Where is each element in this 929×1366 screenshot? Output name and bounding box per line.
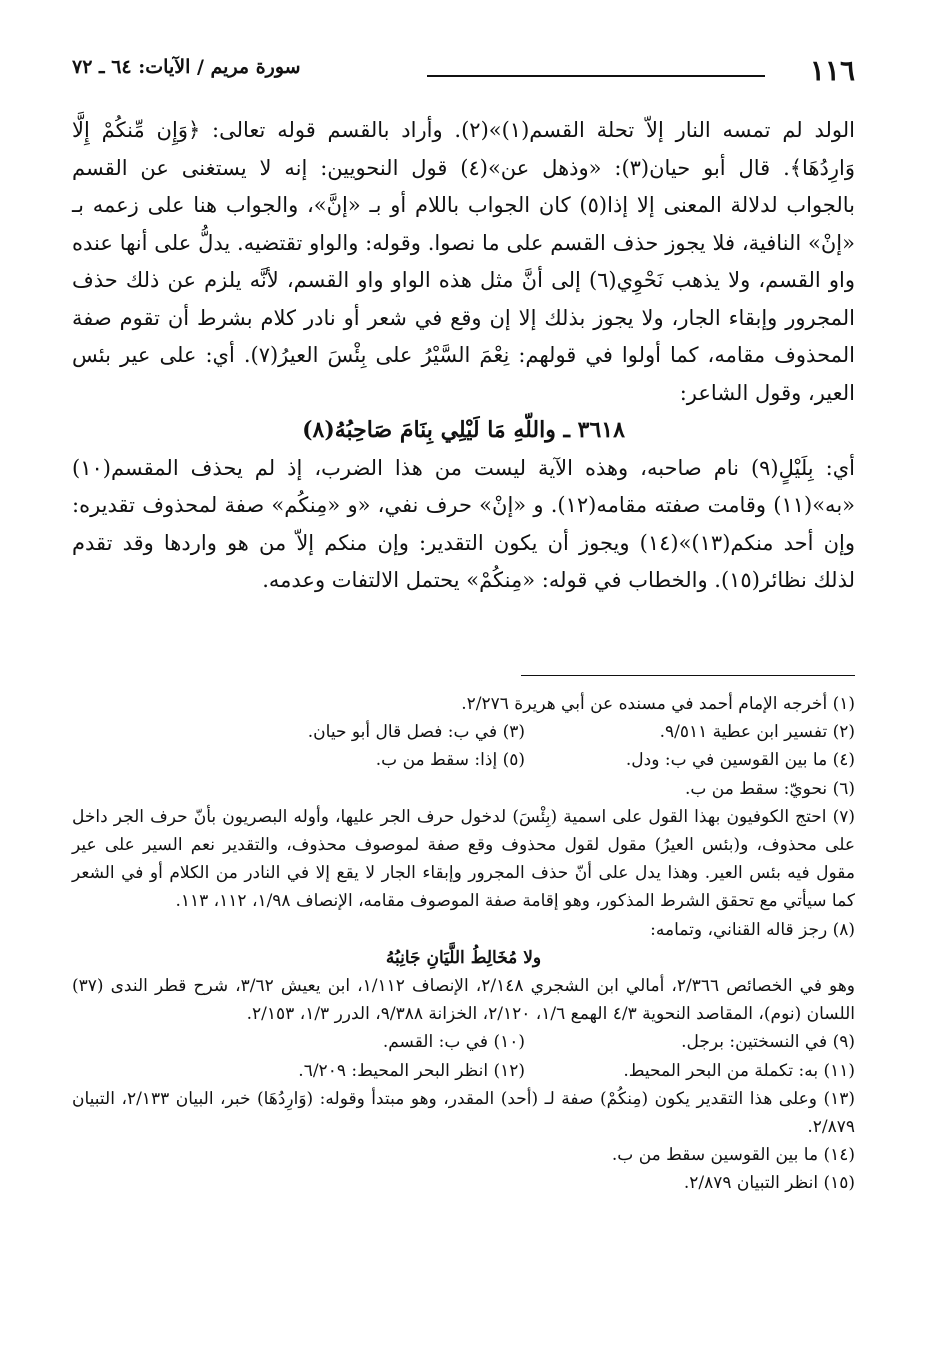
footnote-row-4-5 xyxy=(72,746,855,774)
footnote-row-11-12 xyxy=(72,1057,855,1085)
main-paragraph-1: الولد لم تمسه النار إلاّ تحلة القسم(١)»(٢). وأراد بالقسم قوله تعالى: ﴿وَإِن مِّنكُمْ إِلَّا وَارِدُهَا﴾. قال أبو حيان(٣): «وذهل عن»(٤) قول النحويين: إنه لا يستغنى عن القسم بالجواب لدلالة المعنى إلا إذا(٥) كان الجواب باللام أو بـ «إنَّ»، والجواب هنا على زعمه بـ «إنْ» النافية، فلا يجوز حذف القسم على ما نصوا. وقوله: والواو تقتضيه. يدلُّ على أنها عنده واو القسم، ولا يذهب نَحْوِي(٦) إلى أنَّ مثل هذه الواو واو القسم، لأنَّه يلزم عن ذلك حذف المجرور وإبقاء الجار، ولا يجوز بذلك إلا إن وقع في شعر أو نادر كلام بشرط أن تقوم صفة المحذوف مقامه، كما أولوا في قولهم: نِعْمَ السَّيْرُ على بِئْسَ العيرُ(٧). أي: على عير بئس العير، وقول الشاعر: xyxy=(72,118,855,405)
header-rule xyxy=(427,75,765,77)
footnote-8: (٨) رجز قاله القناني، وتمامه: xyxy=(650,919,855,940)
main-text xyxy=(72,112,855,600)
page-number: ١١٦ xyxy=(809,54,855,87)
footnote-7: (٧) احتج الكوفيون بهذا القول على اسمية (بِئْسَ) لدخول حرف الجر عليها، وأوله البصريون بأنّ حرف الجر داخل على محذوف، و(بئس العيرُ) مقول لقول محذوف وقع صفة لموصوف محذوف، والتقدير نعم السير على عير مقول فيه بئس العير. وهذا يدل على أنّ حذف المجرور وإبقاء الجار لا يقع إلا في النادر من الكلام أو في الشعر كما سيأتي مع تحقق الشرط المذكور، وهو إقامة صفة الموصوف مقامه، الإنصاف ١/٩٨، ١١٢، ١١٣. xyxy=(72,806,855,912)
footnote-11: (١١) به: تكملة من البحر المحيط. xyxy=(623,1060,855,1081)
footnote-separator xyxy=(521,675,855,676)
footnote-15: (١٥) انظر التبيان ٢/٨٧٩. xyxy=(683,1173,855,1194)
footnote-row-2-3 xyxy=(72,718,855,746)
footnote-8-poem: ولا مُخَالِطُ اللَّيَانِ جَانِبُهُ xyxy=(385,947,542,968)
footnote-12: (١٢) انظر البحر المحيط: ٦/٢٠٩. xyxy=(298,1060,525,1081)
footnote-14: (١٤) ما بين القوسين سقط من ب. xyxy=(611,1145,855,1166)
poetry-verse: ٣٦١٨ ـ واللّهِ مَا لَيْلِي بِنَامَ صَاحِبُهُ(٨) xyxy=(302,417,625,443)
footnote-row-9-10 xyxy=(72,1028,855,1056)
footnotes xyxy=(72,690,855,1198)
footnote-6: (٦) نحويّ: سقط من ب. xyxy=(685,778,855,799)
running-title: سورة مريم / الآيات: ٦٤ ـ ٧٢ xyxy=(72,56,301,78)
footnote-3: (٣) في ب: فصل قال أبو حيان. xyxy=(307,722,525,743)
footnote-2: (٢) تفسير ابن عطية ٩/٥١١. xyxy=(659,722,855,743)
footnote-1: (١) أخرجه الإمام أحمد في مسنده عن أبي هريرة ٢/٢٧٦. xyxy=(461,694,855,714)
footnote-13: (١٣) وعلى هذا التقدير يكون (مِنكُمْ) صفة لـ (أحد) المقدر، وهو مبتدأ وقوله: (وَارِدُهَا) خبر، البيان ٢/١٣٣، التبيان ٢/٨٧٩. xyxy=(72,1088,855,1138)
footnote-4: (٤) ما بين القوسين في ب: ودل. xyxy=(625,750,855,771)
main-paragraph-2: أي: بِلَيْلٍ(٩) نام صاحبه، وهذه الآية ليست من هذا الضرب، إذ لم يحذف المقسم(١٠) «به»(١١) وقامت صفته مقامه(١٢). و «إنْ» حرف نفي، «و «مِنكُم» صفة لمحذوف تقديره: وإن أحد منكم(١٣)»(١٤) ويجوز أن يكون التقدير: وإن منكم إلاّ من هو واردها وقد تقدم لذلك نظائر(١٥). والخطاب في قوله: «مِنكُمْ» يحتمل الالتفات وعدمه. xyxy=(72,455,856,592)
page-header xyxy=(72,42,855,87)
footnote-9: (٩) في النسختين: برجل. xyxy=(681,1032,855,1053)
footnote-10: (١٠) في ب: القسم. xyxy=(382,1032,525,1053)
footnote-5: (٥) إذا: سقط من ب. xyxy=(375,750,525,771)
footnote-8-references: وهو في الخصائص ٢/٣٦٦، أمالي ابن الشجري ٢/١٤٨، الإنصاف ١/١١٢، ابن يعيش ٣/٦٢، شرح قطر الندى (٣٧) اللسان (نوم)، المقاصد النحوية ٤/٣ الهمع ١/٦، ٢/١٢٠، الخزانة ٩/٣٨٨، الدرر ١/٣، ٢/١٥٣. xyxy=(72,976,855,1025)
